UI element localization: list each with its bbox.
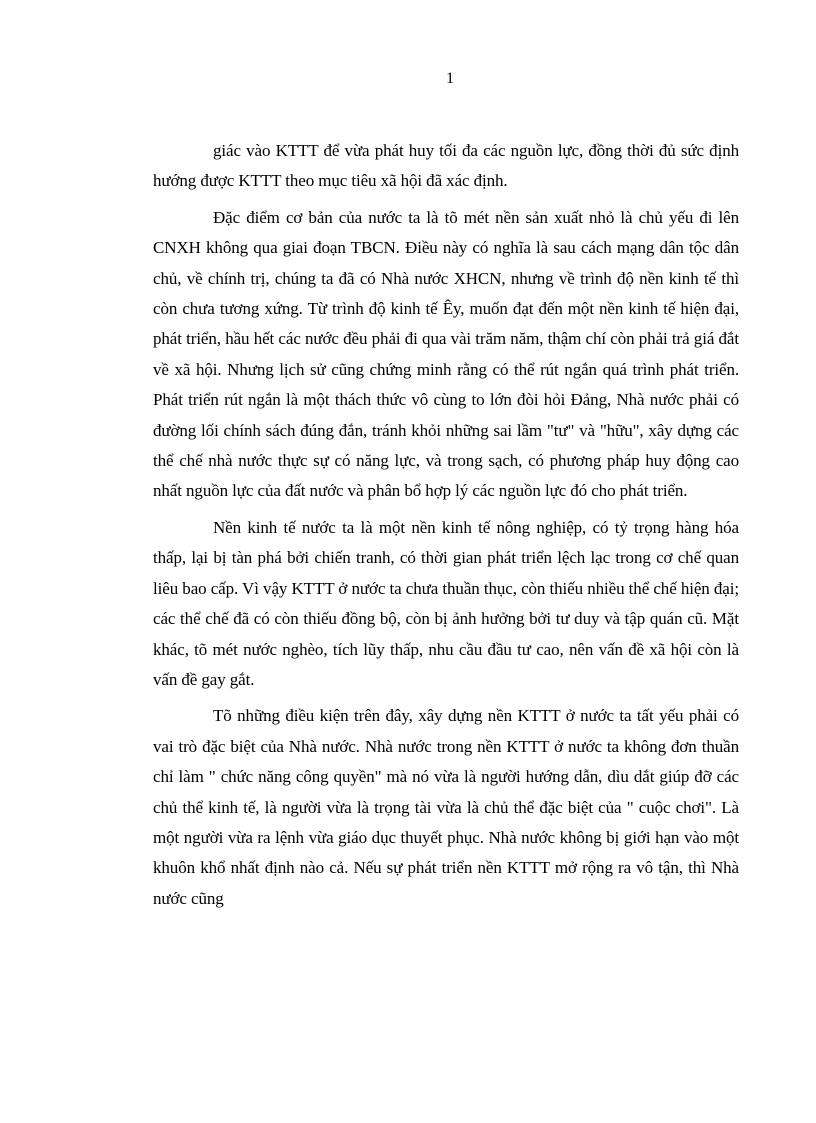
document-body (153, 136, 739, 920)
paragraph-3: Nền kinh tế nước ta là một nền kinh tế nông nghiệp, có tỷ trọng hàng hóa thấp, lại bị tàn phá bởi chiến tranh, có thời gian phát triển lệch lạc trong cơ chế quan liêu bao cấp. Vì vậy KTTT ở nước ta chưa thuần thục, còn thiếu nhiều thể chế hiện đại; các thể chế đã có còn thiếu đồng bộ, còn bị ảnh hưởng bởi tư duy và tập quán cũ. Mặt khác, tõ mét nước nghèo, tích lũy thấp, nhu cầu đầu tư cao, nên vấn đề xã hội còn là vấn đề gay gắt. (153, 517, 739, 689)
paragraph-4: Tõ những điều kiện trên đây, xây dựng nền KTTT ở nước ta tất yếu phải có vai trò đặc biệt của Nhà nước. Nhà nước trong nền KTTT ở nước ta không đơn thuần chỉ làm " chức năng công quyền" mà nó vừa là người hướng dẫn, dìu dắt giúp đỡ các chủ thể kinh tế, là người vừa là trọng tài vừa là chủ thể đặc biệt của " cuộc chơi". Là một người vừa ra lệnh vừa giáo dục thuyết phục. Nhà nước không bị giới hạn vào một khuôn khổ nhất định nào cả. Nếu sự phát triển nền KTTT mở rộng ra vô tận, thì Nhà nước cũng (153, 706, 739, 908)
paragraph-2: Đặc điểm cơ bản của nước ta là tõ mét nền sản xuất nhỏ là chủ yếu đi lên CNXH không qua giai đoạn TBCN. Điều này có nghĩa là sau cách mạng dân tộc dân chủ, về chính trị, chúng ta đã có Nhà nước XHCN, nhưng về trình độ nền kinh tế thì còn chưa tương xứng. Từ trình độ kinh tế Êy, muốn đạt đến một nền kinh tế hiện đại, phát triển, hầu hết các nước đều phải đi qua vài trăm năm, thậm chí còn phải trả giá đắt về xã hội. Nhưng lịch sử cũng chứng minh rằng có thể rút ngắn quá trình phát triển. Phát triển rút ngắn là một thách thức vô cùng to lớn đòi hỏi Đảng, Nhà nước phải có đường lối chính sách đúng đắn, tránh khỏi những sai lầm "tư" và "hữu", xây dựng các thể chế nhà nước thực sự có năng lực, và trong sạch, có phương pháp huy động cao nhất nguồn lực của đất nước và phân bổ hợp lý các nguồn lực đó cho phát triển. (153, 207, 739, 501)
paragraph-1: giác vào KTTT để vừa phát huy tối đa các nguồn lực, đồng thời đủ sức định hướng được KTTT theo mục tiêu xã hội đã xác định. (153, 141, 739, 191)
page-number: 1 (446, 70, 454, 87)
